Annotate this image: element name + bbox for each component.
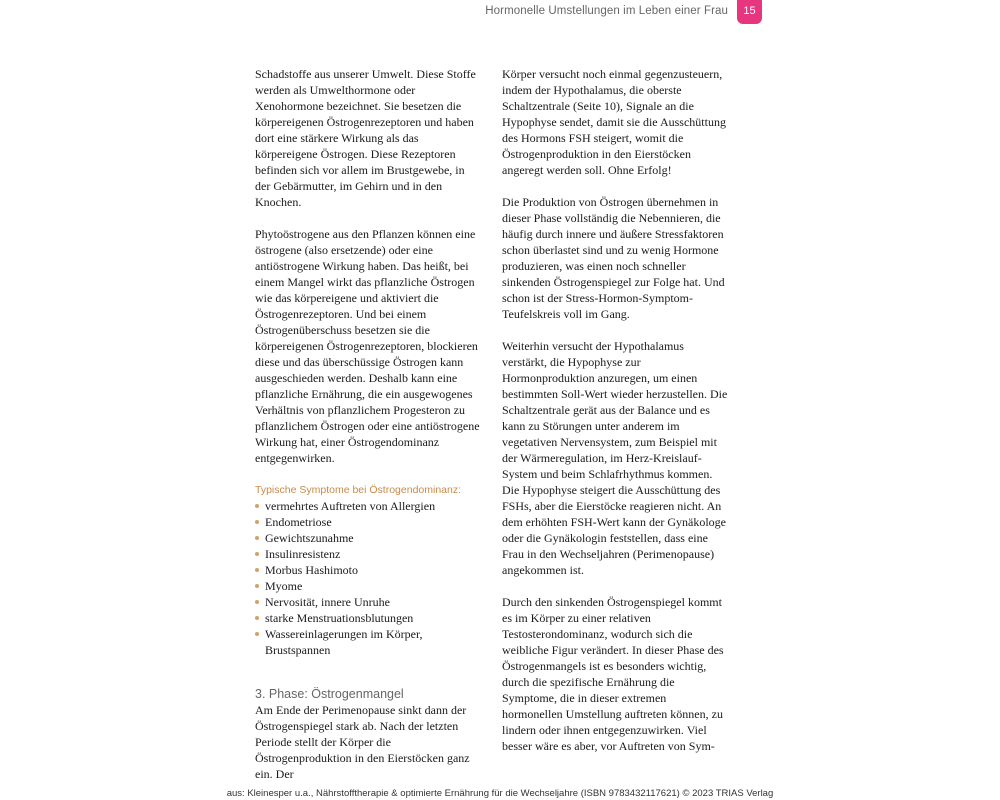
citation-footer: aus: Kleinesper u.a., Nährstofftherapie & optimierte Ernährung für die Wechseljahre (ISBN 9783432117621) © 2023 TRIAS Verlag [226,788,774,799]
body-paragraph: Körper versucht noch einmal gegenzusteuern, indem der Hypothalamus, die oberste Schaltzentrale (Seite 10), Signale an die Hypophyse sendet, damit sie die Ausschüttung des Hormons FSH steigert, womit die Östrogenproduktion in den Eierstöcken angeregt werden soll. Ohne Erfolg! [502,67,726,177]
bullet-icon [255,632,259,636]
list-item: Insulinresistenz [255,546,481,562]
list-item: vermehrtes Auftreten von Allergien [255,498,481,514]
symptoms-list [255,498,481,658]
left-column [255,66,481,798]
right-column [502,66,728,770]
body-paragraph: Die Produktion von Östrogen übernehmen in dieser Phase vollständig die Nebennieren, die häufig durch innere und äußere Stressfaktoren schon überlastet sind und zu wenig Hormone produzieren, was einen noch schneller sinkenden Östrogenspiegel zur Folge hat. Und schon ist der Stress-Hormon-Symptom-Teufelskreis voll im Gang. [502,195,725,321]
bullet-icon [255,504,259,508]
body-paragraph: Schadstoffe aus unserer Umwelt. Diese Stoffe werden als Umwelthormone oder Xenohormone bezeichnet. Sie besetzen die körpereigenen Östrogenrezeptoren und haben dort eine stärkere Wirkung als das körpereigene Östrogen. Diese Rezeptoren befinden sich vor allem im Brustgewebe, in der Gebärmutter, im Gehirn und in den Knochen. [255,67,476,209]
list-item: Wassereinlagerungen im Körper, Brustspannen [255,626,481,658]
running-title: Hormonelle Umstellungen im Leben einer Frau [485,5,728,17]
bullet-icon [255,552,259,556]
symptoms-heading: Typische Symptome bei Östrogendominanz: [255,484,462,496]
body-paragraph: Weiterhin versucht der Hypothalamus verstärkt, die Hypophyse zur Hormonproduktion anzuregen, um einen bestimmten Soll-Wert wieder herzustellen. Die Schaltzentrale gerät aus der Balance und es kann zu Störungen unter anderem im vegetativen Nervensystem, zum Beispiel mit der Wärmeregulation, im Herz-Kreislauf-System und beim Schlafrhythmus kommen. Die Hypophyse steigert die Ausschüttung des FSHs, aber die Eierstöcke reagieren nicht. An dem erhöhten FSH-Wert kann der Gynäkologe oder die Gynäkologin feststellen, dass eine Frau in den Wechseljahren (Perimenopause) angekommen ist. [502,339,728,577]
bullet-icon [255,600,259,604]
bullet-icon [255,584,259,588]
bullet-icon [255,536,259,540]
body-paragraph: Phytoöstrogene aus den Pflanzen können eine östrogene (also ersetzende) oder eine antiöstrogene Wirkung haben. Das heißt, bei einem Mangel wirkt das pflanzliche Östrogen wie das körpereigene und aktiviert die Östrogenrezeptoren. Und bei einem Östrogenüberschuss besetzen sie die körpereigenen Östrogenrezeptoren, blockieren diese und das überschüssige Östrogen kann ausgeschieden werden. Deshalb kann eine pflanzliche Ernährung, die ein ausgewogenes Verhältnis von pflanzlichem Progesteron zu pflanzlichem Östrogen oder eine antiöstrogene Wirkung hat, einer Östrogendominanz entgegenwirken. [255,227,480,465]
bullet-icon [255,520,259,524]
list-item: Myome [255,578,481,594]
page-number-badge: 15 [737,0,762,24]
list-item: Gewichtszunahme [255,530,481,546]
list-item: Endometriose [255,514,481,530]
list-item: Nervosität, innere Unruhe [255,594,481,610]
body-paragraph: Durch den sinkenden Östrogenspiegel kommt es im Körper zu einer relativen Testosterondominanz, wodurch sich die weibliche Figur verändert. In dieser Phase des Östrogenmangels ist es besonders wichtig, durch die spezifische Ernährung die Symptome, die in dieser extremen hormonellen Umstellung auftreten können, zu lindern oder ihnen entgegenzuwirken. Viel besser wäre es aber, vor Auftreten von Sym- [502,595,724,753]
section-heading: 3. Phase: Östrogenmangel [255,687,404,701]
bullet-icon [255,616,259,620]
list-item: Morbus Hashimoto [255,562,481,578]
list-item: starke Menstruationsblutungen [255,610,481,626]
bullet-icon [255,568,259,572]
body-paragraph: Am Ende der Perimenopause sinkt dann der Östrogenspiegel stark ab. Nach der letzten Periode stellt der Körper die Östrogenproduktion in den Eierstöcken ganz ein. Der [255,703,470,781]
